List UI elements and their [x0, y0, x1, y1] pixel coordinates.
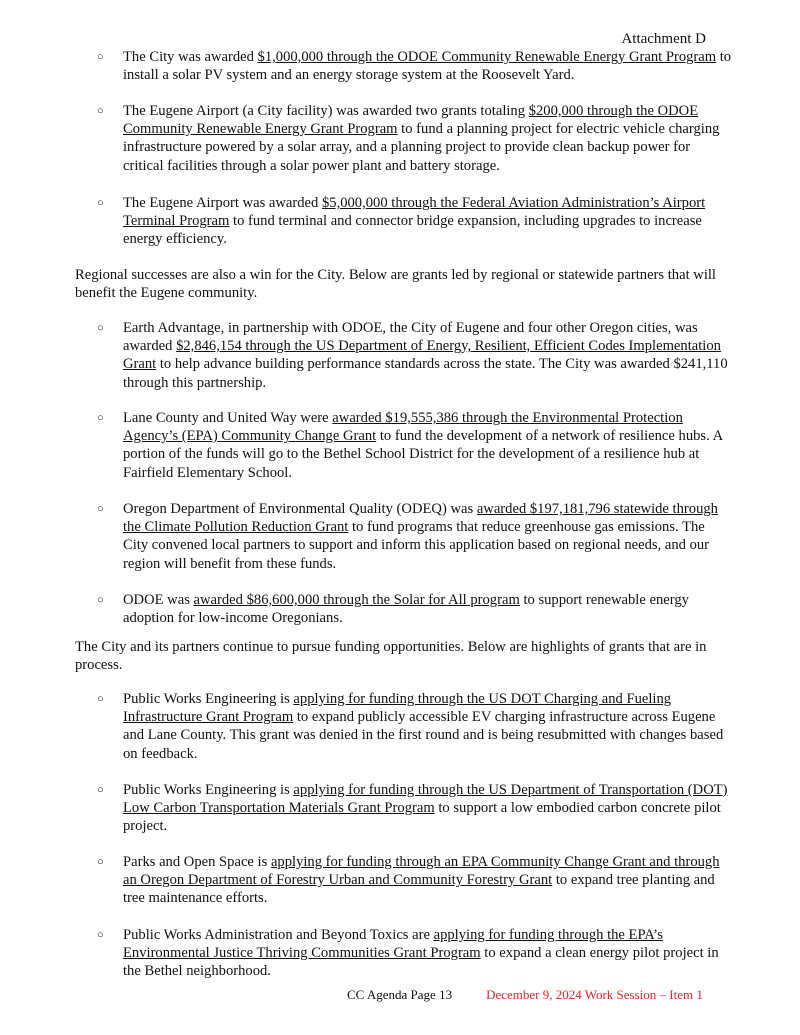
paragraph: [75, 266, 730, 302]
bullet-circle-icon: ○: [97, 693, 104, 705]
grant-link[interactable]: awarded $197,181,796 statewide through the Climate Pollution Reduction Grant: [123, 501, 718, 536]
text: to expand tree planting and tree maintenance efforts.: [123, 872, 715, 907]
grant-link[interactable]: applying for funding through the US Department of Transportation (DOT) Low Carbon Transportation Materials Grant Program: [123, 782, 728, 817]
text: to fund the development of a network of resilience hubs. A portion of the funds will go to the Bethel School District for the development of a resilience hub at Fairfield Elementary School.: [123, 428, 723, 481]
text: Lane County and United Way were: [123, 410, 333, 426]
bullet-circle-icon: ○: [97, 784, 104, 796]
bullet-circle-icon: ○: [97, 197, 104, 209]
text: to support a low embodied carbon concrete pilot project.: [123, 800, 721, 835]
text: The City and its partners continue to pursue funding opportunities. Below are highlights of grants that are in process.: [75, 639, 707, 674]
text: The City was awarded: [123, 49, 258, 65]
grant-link[interactable]: $2,846,154 through the US Department of Energy, Resilient, Efficient Codes Implementation Grant: [123, 338, 721, 373]
grant-link[interactable]: applying for funding through the EPA’s Environmental Justice Thriving Communities Grant Program: [123, 927, 663, 962]
grant-link[interactable]: $200,000 through the ODOE Community Renewable Energy Grant Program: [123, 103, 699, 138]
text: ODOE was: [123, 592, 194, 608]
paragraph: [75, 638, 730, 674]
text: to expand a clean energy pilot project in the Bethel neighborhood.: [123, 945, 719, 980]
text: The Eugene Airport was awarded: [123, 195, 322, 211]
bullet-circle-icon: ○: [97, 929, 104, 941]
bullet-circle-icon: ○: [97, 594, 104, 606]
grant-link[interactable]: awarded $19,555,386 through the Environmental Protection Agency’s (EPA) Community Change Grant: [123, 410, 683, 445]
bullet-item: [97, 853, 733, 908]
text: to fund terminal and connector bridge expansion, including upgrades to increase energy efficiency.: [123, 213, 702, 248]
text: to fund a planning project for electric vehicle charging infrastructure powered by a solar array, and a planning project to provide clean backup power for critical facilities through a solar power plant and battery storage.: [123, 121, 720, 174]
footer-page-number: CC Agenda Page 13: [347, 987, 453, 1002]
text: Oregon Department of Environmental Quality (ODEQ) was: [123, 501, 477, 517]
text: Regional successes are also a win for the City. Below are grants led by regional or statewide partners that will benefit the Eugene community.: [75, 267, 716, 302]
grant-link[interactable]: $5,000,000 through the Federal Aviation Administration’s Airport Terminal Program: [123, 195, 706, 230]
bullet-item: [97, 409, 733, 482]
bullet-item: [97, 48, 733, 84]
bullet-item: [97, 591, 733, 627]
bullet-circle-icon: ○: [97, 322, 104, 334]
text: Public Works Administration and Beyond Toxics are: [123, 927, 434, 943]
bullet-circle-icon: ○: [97, 412, 104, 424]
text: Earth Advantage, in partnership with ODOE, the City of Eugene and four other Oregon cities, was awarded: [123, 320, 698, 355]
bullet-circle-icon: ○: [97, 105, 104, 117]
text: Parks and Open Space is: [123, 854, 271, 870]
text: to install a solar PV system and an energy storage system at the Roosevelt Yard.: [123, 49, 732, 84]
grant-link[interactable]: $1,000,000 through the ODOE Community Renewable Energy Grant Program: [257, 49, 717, 65]
grant-link[interactable]: awarded $86,600,000 through the Solar for All program: [193, 592, 520, 608]
bullet-circle-icon: ○: [97, 503, 104, 515]
bullet-item: [97, 500, 733, 573]
bullet-item: [97, 319, 733, 392]
text: to expand publicly accessible EV charging infrastructure across Eugene and Lane County. This grant was denied in the first round and is being resubmitted with changes based on feedback.: [123, 709, 724, 762]
bullet-circle-icon: ○: [97, 51, 104, 63]
grant-link[interactable]: applying for funding through an EPA Community Change Grant and through an Oregon Department of Forestry Urban and Community Forestry Grant: [123, 854, 720, 889]
text: Public Works Engineering is: [123, 691, 294, 707]
text: to fund programs that reduce greenhouse gas emissions. The City convened local partners to support and inform this application based on regional needs, and our region will benefit from these funds.: [123, 519, 710, 572]
bullet-item: [97, 102, 733, 175]
grant-link[interactable]: applying for funding through the US DOT Charging and Fueling Infrastructure Grant Program: [123, 691, 672, 726]
text: to support renewable energy adoption for low-income Oregonians.: [123, 592, 689, 627]
bullet-circle-icon: ○: [97, 856, 104, 868]
attachment-label: Attachment D: [621, 31, 706, 47]
bullet-item: [97, 690, 733, 763]
bullet-item: [97, 781, 733, 836]
footer: [347, 986, 703, 1004]
bullet-item: [97, 194, 733, 249]
text: to help advance building performance standards across the state. The City was awarded $241,110 through this partnership.: [123, 356, 728, 391]
footer-session: December 9, 2024 Work Session – Item 1: [486, 987, 703, 1002]
text: The Eugene Airport (a City facility) was awarded two grants totaling: [123, 103, 529, 119]
text: Public Works Engineering is: [123, 782, 294, 798]
bullet-item: [97, 926, 733, 981]
